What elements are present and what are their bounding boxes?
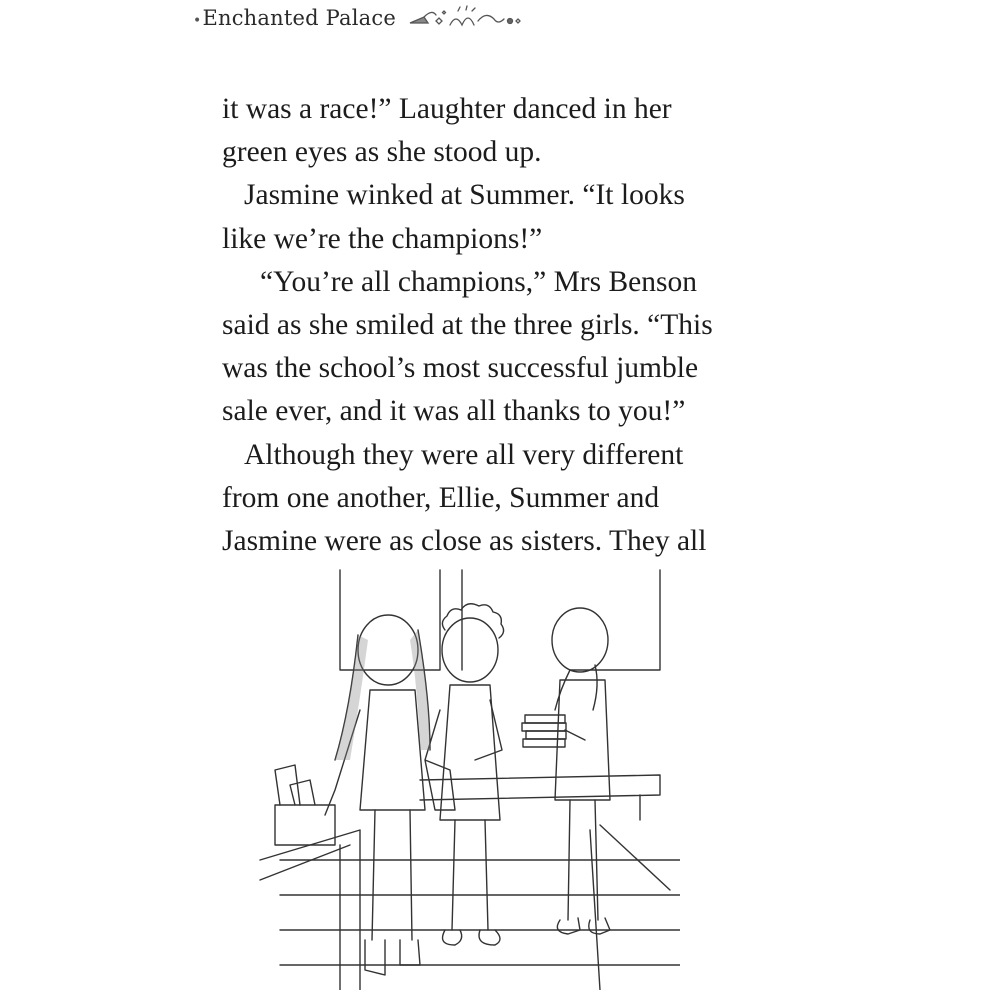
page-body-text xyxy=(222,88,782,563)
text-line: like we’re the champions!” xyxy=(222,222,543,255)
text-line: sale ever, and it was all thanks to you!” xyxy=(222,395,686,428)
running-header xyxy=(193,2,526,34)
text-line: “You’re all champions,” Mrs Benson xyxy=(260,265,697,298)
illustration-three-girls xyxy=(240,560,680,990)
running-title xyxy=(193,6,396,30)
text-line: Although they were all very different xyxy=(244,438,684,471)
text-line: green eyes as she stood up. xyxy=(222,136,542,169)
running-title-text: Enchanted Palace xyxy=(202,6,396,30)
decorative-flourish-icon xyxy=(406,5,526,31)
text-line: Jasmine winked at Summer. “It looks xyxy=(244,179,685,212)
text-line: Jasmine were as close as sisters. They all xyxy=(222,525,707,558)
text-line: said as she smiled at the three girls. “This xyxy=(222,309,713,342)
text-line: was the school’s most successful jumble xyxy=(222,352,699,385)
text-line: from one another, Ellie, Summer and xyxy=(222,481,660,514)
swirl-icon: • xyxy=(193,13,202,29)
text-line: it was a race!” Laughter danced in her xyxy=(222,93,672,125)
